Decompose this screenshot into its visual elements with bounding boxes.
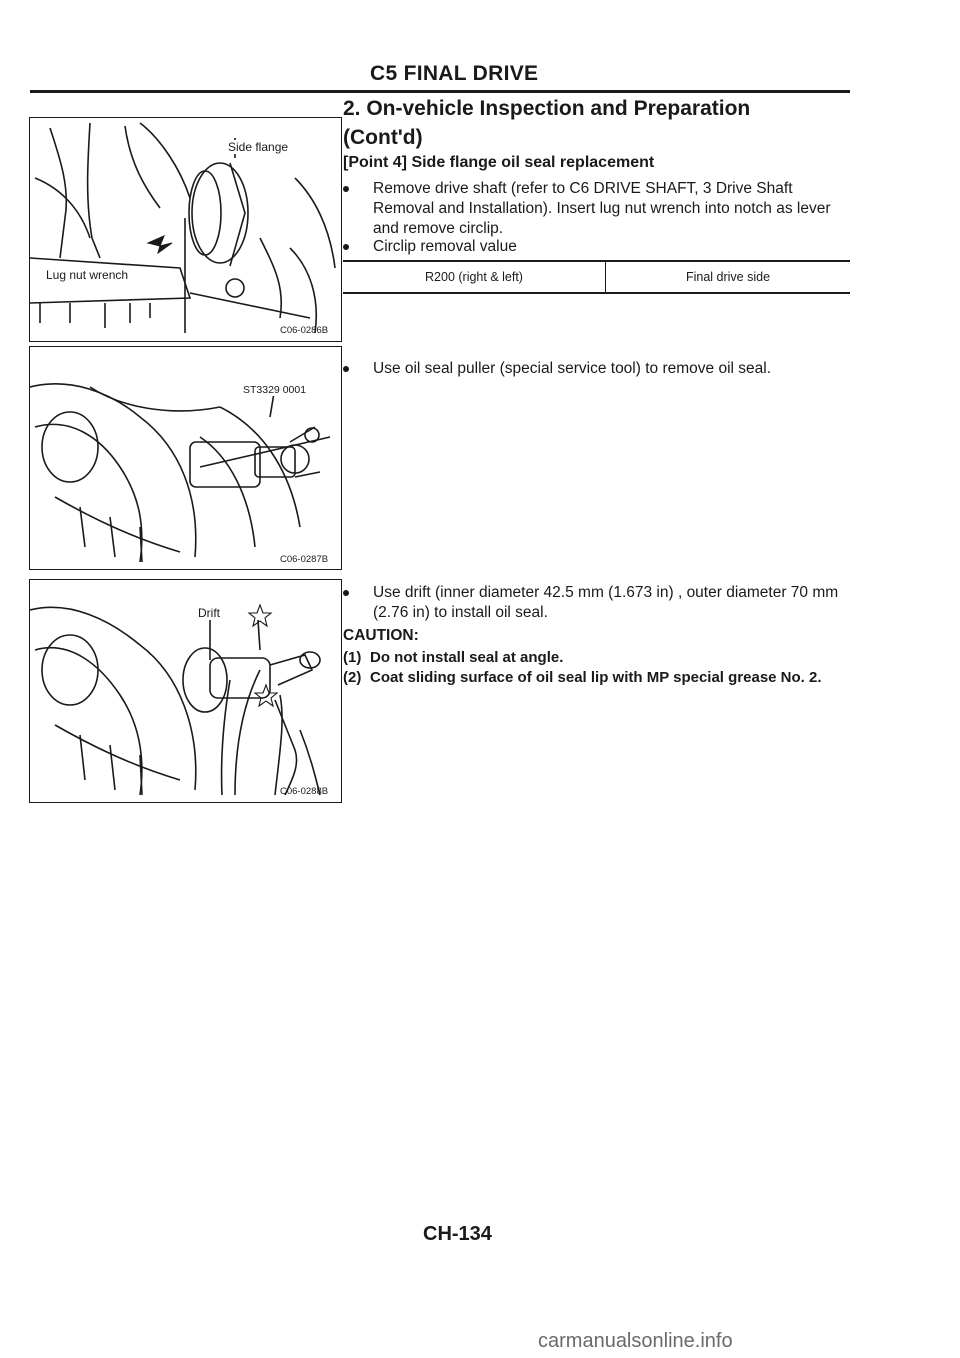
bullet-dot: [343, 366, 349, 372]
figure-oil-seal-puller: [29, 346, 342, 570]
section-title-line1: 2. On-vehicle Inspection and Preparation: [343, 97, 751, 120]
page-header-title: C5 FINAL DRIVE: [370, 62, 539, 85]
bullet-remove-drive-shaft: Remove drive shaft (refer to C6 DRIVE SHAFT, 3 Drive Shaft Removal and Installation). Insert lug nut wrench into notch as lever and remove circlip.: [343, 179, 848, 239]
circlip-spec-table: [343, 260, 850, 294]
section-title: [343, 94, 843, 152]
table-bottom-rule: [343, 292, 850, 294]
oil-seal-puller-illustration: [30, 347, 341, 569]
bullet-circlip-value: Circlip removal value: [343, 237, 848, 257]
bullet-dot: [343, 186, 349, 192]
figure-label-tool-number: ST3329 0001: [243, 384, 307, 396]
figure-code: C06-0287B: [280, 554, 329, 565]
drift-install-illustration: [30, 580, 341, 802]
bullet-dot: [343, 244, 349, 250]
figure-code: C06-0288B: [280, 786, 329, 797]
page-number: CH-134: [423, 1223, 492, 1245]
point-title: [Point 4] Side flange oil seal replacement: [343, 154, 655, 171]
figure-side-flange: [29, 117, 342, 342]
caution-heading: CAUTION:: [343, 627, 419, 644]
bullet-oil-seal-puller: Use oil seal puller (special service tool) to remove oil seal.: [343, 359, 848, 379]
figure-label-drift: Drift: [198, 606, 220, 620]
section-title-line2: (Cont'd): [343, 126, 423, 149]
figure-code: C06-0286B: [280, 325, 329, 336]
header-rule: [30, 90, 850, 93]
spec-value-cell: Final drive side: [685, 270, 771, 284]
watermark: carmanualsonline.info: [538, 1330, 733, 1352]
figure-label-lug-nut-wrench: Lug nut wrench: [46, 268, 129, 282]
bullet-dot: [343, 590, 349, 596]
table-row: [343, 262, 850, 292]
figure-drift-install: [29, 579, 342, 803]
bullet-use-drift: Use drift (inner diameter 42.5 mm (1.673 in) , outer diameter 70 mm (2.76 in) to install oil seal.: [343, 583, 848, 623]
caution-item-1: (1) Do not install seal at angle.: [343, 649, 564, 666]
figure-label-side-flange: Side flange: [228, 140, 289, 154]
spec-model-cell: R200 (right & left): [425, 270, 523, 284]
side-flange-illustration: [30, 118, 341, 341]
caution-item-2: (2) Coat sliding surface of oil seal lip with MP special grease No. 2.: [343, 669, 822, 686]
